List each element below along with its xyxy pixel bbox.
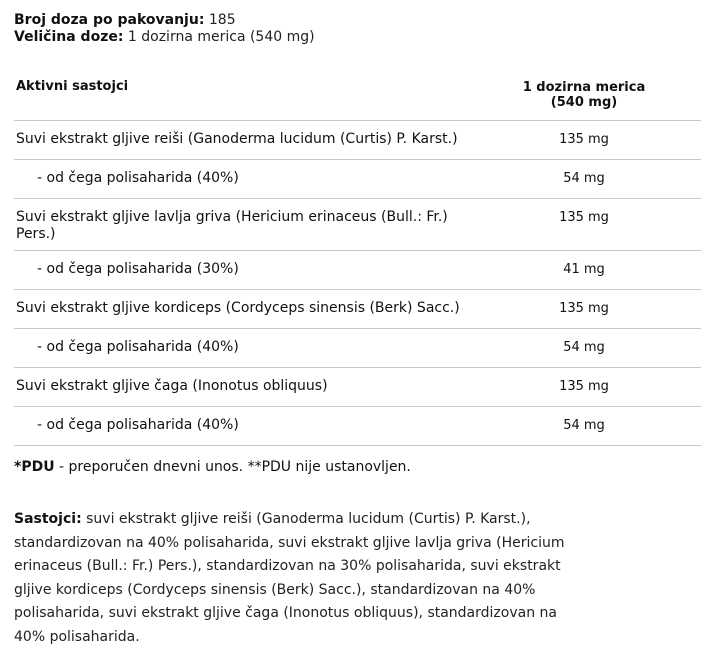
ingredient-name: Suvi ekstrakt gljive čaga (Inonotus obliquus)	[16, 378, 328, 394]
ingredients-label: Sastojci:	[14, 511, 82, 527]
ingredient-name: - od čega polisaharida (40%)	[37, 339, 239, 355]
header-amount-line2: (540 mg)	[550, 95, 618, 110]
ingredient-name: Suvi ekstrakt gljive reiši (Ganoderma lucidum (Curtis) P. Karst.)	[16, 131, 458, 147]
servings-label: Broj doza po pakovanju:	[14, 12, 205, 28]
ingredient-name: - od čega polisaharida (40%)	[37, 417, 239, 433]
table-row	[14, 329, 701, 368]
ingredient-amount: 54 mg	[563, 340, 605, 355]
header-active-ingredients: Aktivni sastojci	[16, 79, 129, 94]
ingredients-text: suvi ekstrakt gljive reiši (Ganoderma lucidum (Curtis) P. Karst.), standardizovan na 40% polisaharida, suvi ekstrakt gljive lavlja griva (Hericium erinaceus (Bull.: Fr.) Pers.), standardizovan na 30% polisaharida, suvi ekstrakt gljive kordiceps (Cordyceps sinensis (Berk) Sacc.), standardizovan na 40% polisaharida, suvi ekstrakt gljive čaga (Inonotus obliquus), standardizovan na 40% polisaharida.	[14, 511, 565, 645]
ingredient-amount: 54 mg	[563, 418, 605, 433]
table-row	[14, 290, 701, 329]
footnote-pdu: *PDU	[14, 459, 55, 475]
ingredient-amount: 135 mg	[559, 210, 609, 225]
table-row	[14, 199, 701, 251]
ingredient-amount: 135 mg	[559, 379, 609, 394]
header-amount	[509, 80, 659, 110]
serving-size	[14, 29, 315, 46]
table-row	[14, 407, 701, 446]
servings-per-package	[14, 12, 315, 29]
footnote	[14, 459, 411, 475]
ingredient-name: Suvi ekstrakt gljive lavlja griva (Hericium erinaceus (Bull.: Fr.) Pers.)	[16, 209, 448, 242]
serving-info	[14, 12, 315, 46]
ingredient-amount: 135 mg	[559, 301, 609, 316]
table-row	[14, 251, 701, 290]
ingredient-name: - od čega polisaharida (30%)	[37, 261, 239, 277]
serving-size-value: 1 dozirna merica (540 mg)	[127, 29, 315, 45]
ingredients-paragraph	[14, 508, 574, 649]
table-row	[14, 160, 701, 199]
ingredient-name: Suvi ekstrakt gljive kordiceps (Cordyceps sinensis (Berk) Sacc.)	[16, 300, 460, 316]
footnote-text: - preporučen dnevni unos. **PDU nije ustanovljen.	[54, 459, 411, 475]
servings-value: 185	[208, 12, 236, 28]
table-row	[14, 121, 701, 160]
ingredient-amount: 41 mg	[563, 262, 605, 277]
table-row	[14, 368, 701, 407]
serving-size-label: Veličina doze:	[14, 29, 124, 45]
ingredient-amount: 54 mg	[563, 171, 605, 186]
ingredient-amount: 135 mg	[559, 132, 609, 147]
ingredient-name: - od čega polisaharida (40%)	[37, 170, 239, 186]
table-header	[14, 79, 701, 121]
header-amount-line1: 1 dozirna merica	[522, 80, 646, 95]
